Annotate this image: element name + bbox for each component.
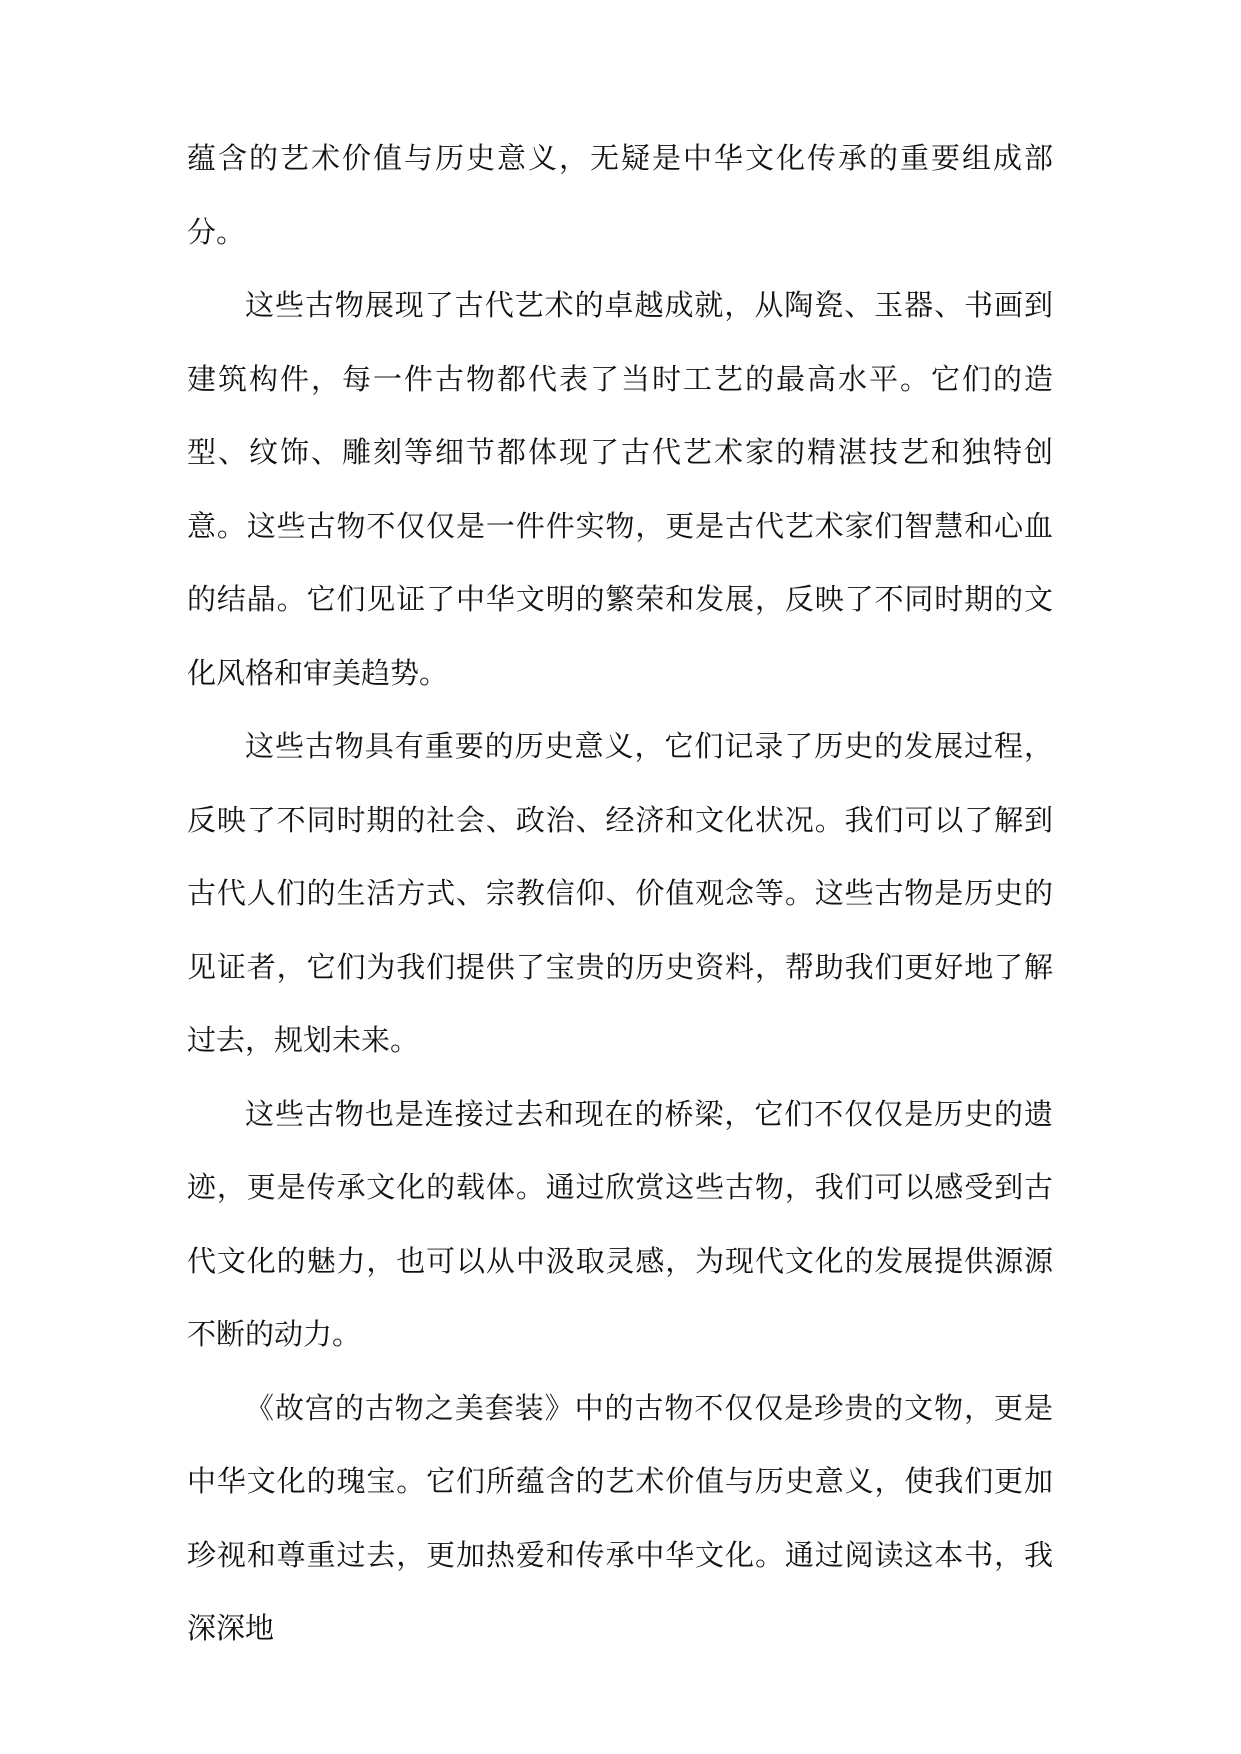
document-page xyxy=(187,122,1053,1666)
paragraph-bridge-past-present: 这些古物也是连接过去和现在的桥梁，它们不仅仅是历史的遗迹，更是传承文化的载体。通过欣赏这些古物，我们可以感受到古代文化的魅力，也可以从中汲取灵感，为现代文化的发展提供源源不断的动力。 xyxy=(187,1096,1053,1351)
paragraph-book-reflection: 《故宫的古物之美套装》中的古物不仅仅是珍贵的文物，更是中华文化的瑰宝。它们所蕴含的艺术价值与历史意义，使我们更加珍视和尊重过去，更加热爱和传承中华文化。通过阅读这本书，我深深地 xyxy=(187,1390,1053,1645)
paragraph-artistic-value: 这些古物展现了古代艺术的卓越成就，从陶瓷、玉器、书画到建筑构件，每一件古物都代表了当时工艺的最高水平。它们的造型、纹饰、雕刻等细节都体现了古代艺术家的精湛技艺和独特创意。这些古物不仅仅是一件件实物，更是古代艺术家们智慧和心血的结晶。它们见证了中华文明的繁荣和发展，反映了不同时期的文化风格和审美趋势。 xyxy=(187,288,1053,690)
paragraph-continuation: 蕴含的艺术价值与历史意义，无疑是中华文化传承的重要组成部分。 xyxy=(187,141,1053,249)
paragraph-historical-significance: 这些古物具有重要的历史意义，它们记录了历史的发展过程，反映了不同时期的社会、政治、经济和文化状况。我们可以了解到古代人们的生活方式、宗教信仰、价值观念等。这些古物是历史的见证者，它们为我们提供了宝贵的历史资料，帮助我们更好地了解过去，规划未来。 xyxy=(187,729,1053,1057)
